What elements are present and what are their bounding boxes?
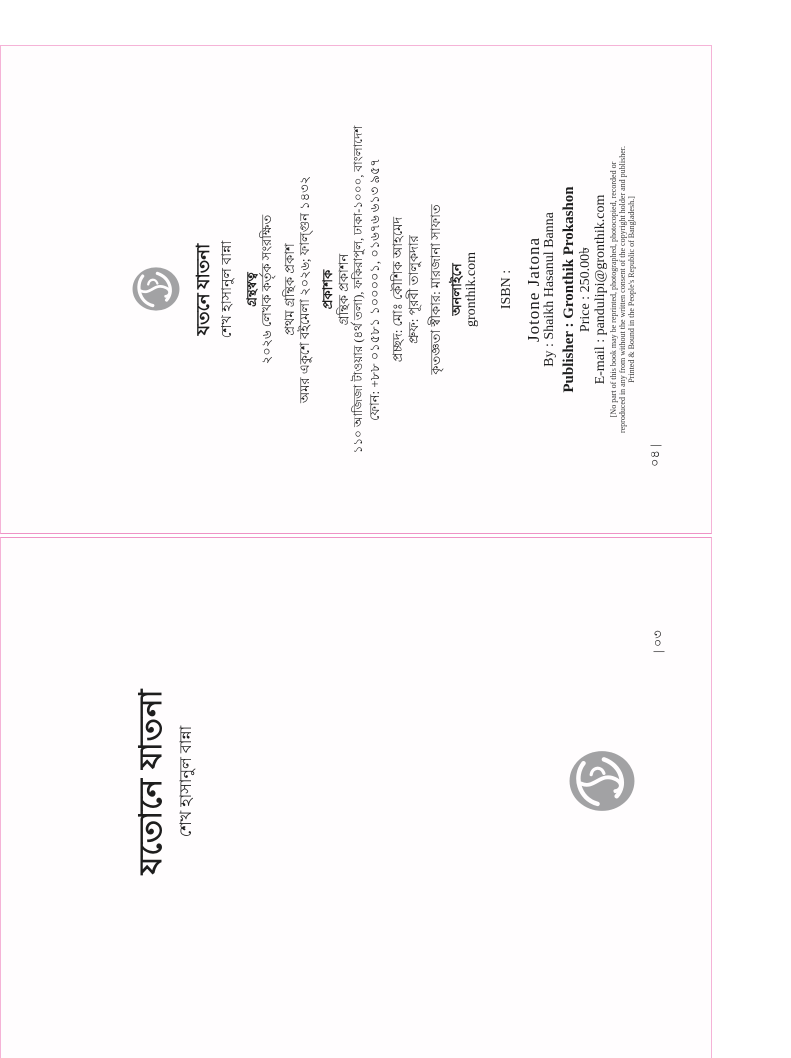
website-text: gronthik.com [464, 251, 479, 328]
publisher-name: গ্রন্থিক প্রকাশন [336, 253, 351, 326]
author-name-bn: শেখ হাসানুল বান্না [220, 240, 235, 339]
half-title-page [0, 537, 712, 1058]
book-fair-line: অমর একুশে বইমেলা ২০২৬; ফাল্গুন ১৪৩২ [297, 175, 312, 404]
by-line: By : Shaikh Hasanul Banna [542, 212, 557, 367]
rights-notice-line2: reproduced in any from without the written consent of the copyright holder and publisher. [618, 145, 627, 434]
page-number-4: ০৪ | [647, 444, 662, 467]
copyright-page-rotated-surface [1, 46, 709, 533]
author-name-large: শেখ হাসানুল বান্না [178, 725, 195, 838]
rights-notice-line3: Printed & Bound in the People's Republic of Bangladesh.] [627, 196, 636, 383]
half-title-page-rotated-surface [1, 538, 709, 1025]
online-heading: অনলাইনে [449, 263, 464, 316]
price-line: Price : 250.00৳ [578, 246, 593, 333]
proof-credit: প্রুফ: পূরবী তালুকদার [406, 235, 421, 344]
publisher-heading: প্রকাশক [320, 269, 335, 310]
rights-notice-line1: [No part of this book may be reprinted, photographed, photocopied, recorded or [609, 161, 618, 418]
copyright-heading: গ্রন্থস্বত্ব [244, 272, 259, 307]
publisher-address: ১১০ আজিজা টাওয়ার (৪র্থ তলা), ফকিরাপুল, ঢাকা-১০০০, বাংলাদেশ [351, 125, 365, 454]
publisher-line-en: Publisher : Gronthik Prokashon [561, 186, 577, 393]
copyright-page [0, 45, 712, 534]
publisher-logo [567, 538, 637, 1025]
page-number-3: | ০৩ [650, 630, 665, 653]
gronthik-logo-icon [567, 750, 637, 814]
edition-line: প্রথম গ্রন্থিক প্রকাশ [282, 243, 297, 336]
book-title-bn: যতনে যাতনা [193, 243, 213, 336]
publisher-logo [130, 46, 182, 533]
phone-line: ফোন: +৮৮ ০১৫৮১ ১০০০০১, ০১৬৭৬ ৬১৩ ৯৫৭ [367, 158, 382, 421]
isbn-line: ISBN : [499, 269, 514, 310]
cover-credit: প্রচ্ছদ: মোঃ কৌশিক আহমেদ [390, 216, 405, 363]
book-title-large: যতোনে যাতনা [133, 688, 168, 875]
copyright-line: ২০২৬ লেখক কর্তৃক সংরক্ষিত [259, 214, 274, 365]
email-line: E-mail : pandulipi@gronthik.com [593, 194, 608, 385]
book-title-en: Jotone Jatona [524, 236, 543, 343]
gronthik-logo-icon [130, 267, 182, 313]
acknowledgement-credit: কৃতজ্ঞতা স্বীকার: মারজানা সাফাত [428, 204, 443, 375]
